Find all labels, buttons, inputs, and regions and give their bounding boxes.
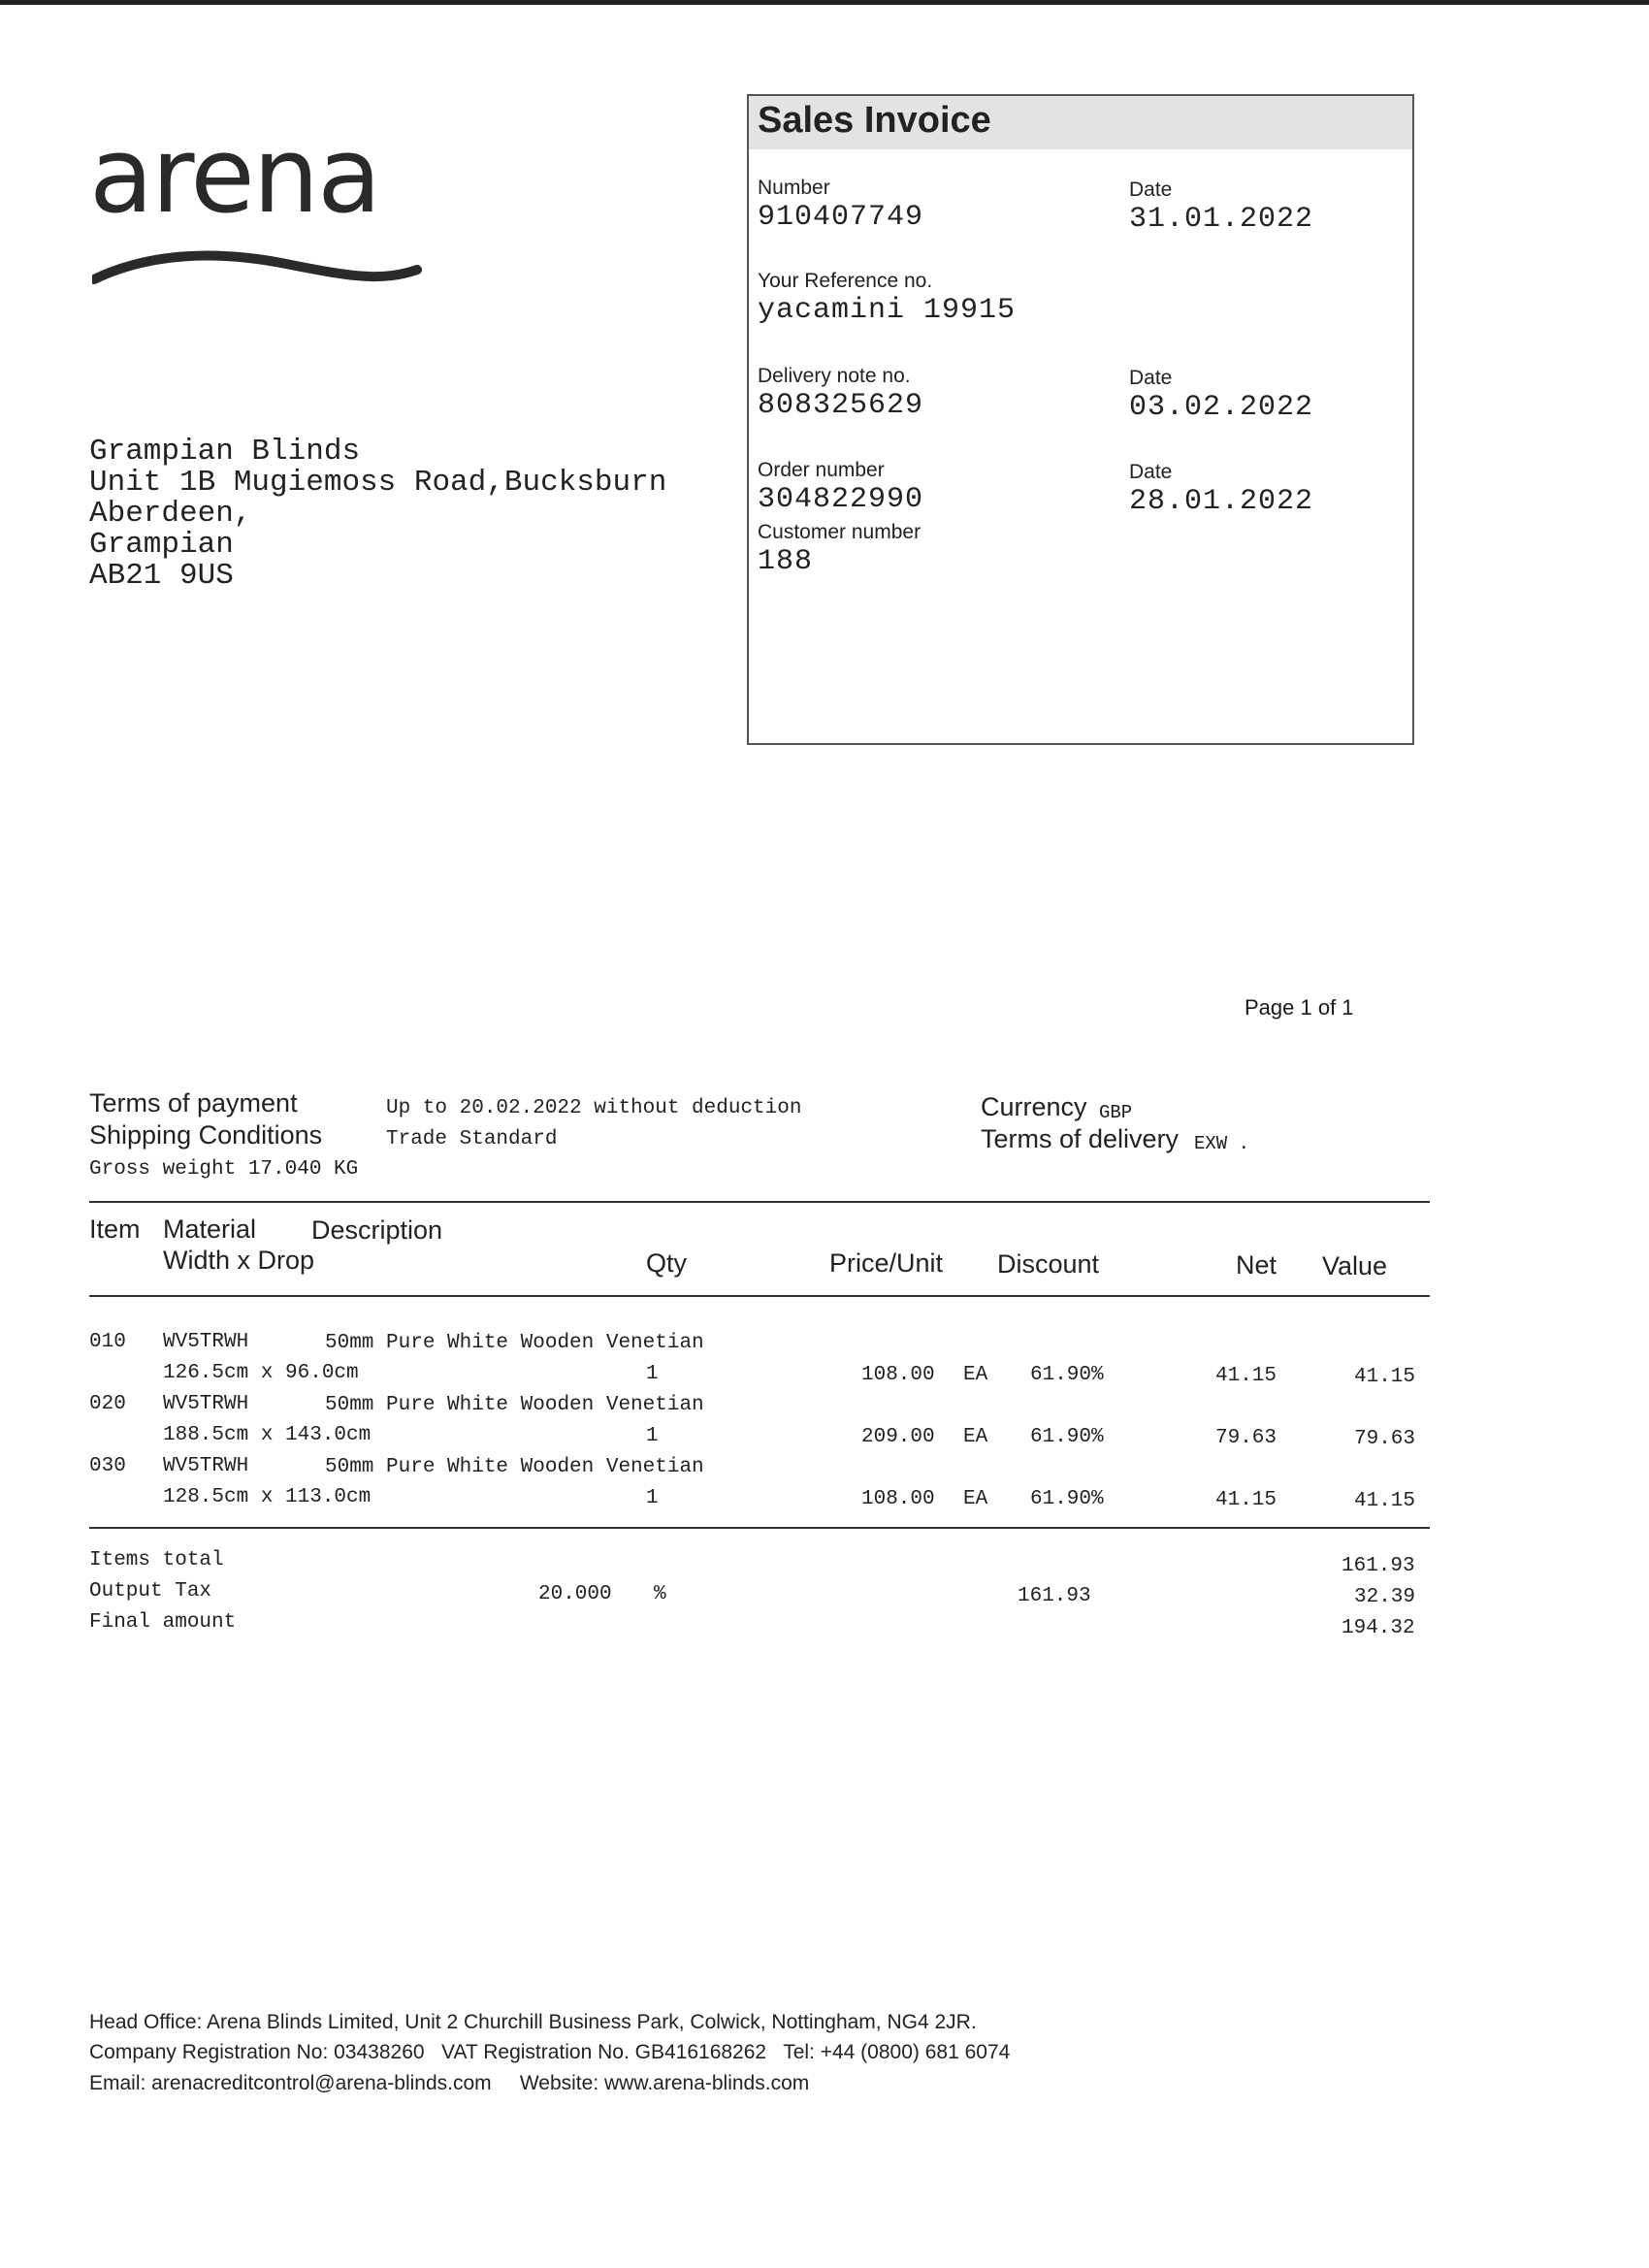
currency-label: Currency xyxy=(981,1092,1087,1121)
row-item: 030 xyxy=(89,1455,126,1477)
items-total-value: 161.93 xyxy=(1342,1555,1415,1577)
customer-number-label: Customer number xyxy=(758,521,922,543)
invoice-info-box xyxy=(747,94,1414,745)
row-discount: 61.90% xyxy=(1030,1364,1104,1386)
output-tax-label: Output Tax xyxy=(89,1580,212,1603)
gross-weight: Gross weight 17.040 KG xyxy=(89,1158,359,1181)
row-size: 126.5cm x 96.0cm xyxy=(163,1362,359,1384)
row-qty: 1 xyxy=(646,1487,659,1509)
delivery-note-number: 808325629 xyxy=(758,389,924,422)
invoice-box-header xyxy=(749,96,1412,149)
column-header-qty: Qty xyxy=(646,1248,688,1278)
order-date: 28.01.2022 xyxy=(1129,485,1314,518)
company-logo: arena xyxy=(89,115,380,237)
customer-number: 188 xyxy=(758,545,814,578)
address-line: AB21 9US xyxy=(89,559,234,593)
output-tax-rate: 20.000 xyxy=(538,1583,612,1605)
reference-value: yacamini 19915 xyxy=(758,294,1017,327)
terms-of-payment-value: Up to 20.02.2022 without deduction xyxy=(386,1097,802,1119)
address-line: Unit 1B Mugiemoss Road,Bucksburn xyxy=(89,466,667,500)
footer-head-office: Head Office: Arena Blinds Limited, Unit 2 Churchill Business Park, Colwick, Nottingham, NG4 2JR. xyxy=(89,2011,977,2033)
footer-registration: Company Registration No: 03438260 VAT Registration No. GB416168262 Tel: +44 (0800) 681 6074 xyxy=(89,2041,1011,2063)
row-description: 50mm Pure White Wooden Venetian xyxy=(325,1394,704,1416)
row-net: 79.63 xyxy=(1215,1427,1277,1449)
terms-of-payment-label: Terms of payment xyxy=(89,1088,298,1118)
address-line: Grampian Blinds xyxy=(89,435,361,469)
column-header-price-unit: Price/Unit xyxy=(829,1248,944,1278)
row-value: 41.15 xyxy=(1354,1490,1416,1512)
divider xyxy=(89,1295,1430,1297)
row-price: 209.00 xyxy=(861,1426,935,1448)
column-header-width-drop: Width x Drop xyxy=(163,1246,315,1275)
row-value: 41.15 xyxy=(1354,1366,1416,1388)
address-line: Aberdeen, xyxy=(89,497,252,531)
column-header-material: Material xyxy=(163,1215,257,1244)
row-price: 108.00 xyxy=(861,1488,935,1510)
column-header-item: Item xyxy=(89,1215,141,1244)
row-qty: 1 xyxy=(646,1363,659,1385)
page-indicator: Page 1 of 1 xyxy=(1245,995,1354,1020)
footer-contact: Email: arenacreditcontrol@arena-blinds.com Website: www.arena-blinds.com xyxy=(89,2072,810,2094)
invoice-date-label: Date xyxy=(1129,178,1173,201)
address-line: Grampian xyxy=(89,528,234,562)
column-header-value: Value xyxy=(1322,1251,1388,1280)
output-tax-percent: % xyxy=(654,1583,666,1605)
row-unit: EA xyxy=(963,1488,988,1510)
top-edge-line xyxy=(0,0,1649,5)
column-header-description: Description xyxy=(311,1215,443,1245)
row-qty: 1 xyxy=(646,1425,659,1447)
currency-value: GBP xyxy=(1099,1102,1133,1123)
output-tax-value: 32.39 xyxy=(1354,1586,1416,1608)
row-net: 41.15 xyxy=(1215,1365,1277,1387)
row-size: 128.5cm x 113.0cm xyxy=(163,1486,372,1508)
terms-of-delivery-value: EXW . xyxy=(1194,1133,1250,1154)
row-material: WV5TRWH xyxy=(163,1393,249,1415)
row-price: 108.00 xyxy=(861,1364,935,1386)
invoice-date: 31.01.2022 xyxy=(1129,203,1314,236)
row-description: 50mm Pure White Wooden Venetian xyxy=(325,1332,704,1354)
order-number-label: Order number xyxy=(758,459,885,481)
invoice-number-label: Number xyxy=(758,177,830,199)
row-material: WV5TRWH xyxy=(163,1455,249,1477)
row-discount: 61.90% xyxy=(1030,1426,1104,1448)
shipping-conditions-value: Trade Standard xyxy=(386,1128,558,1150)
divider xyxy=(89,1527,1430,1529)
terms-of-delivery-label: Terms of delivery xyxy=(981,1124,1180,1153)
row-description: 50mm Pure White Wooden Venetian xyxy=(325,1456,704,1478)
recipient-address xyxy=(89,437,666,592)
final-amount-label: Final amount xyxy=(89,1611,237,1634)
column-header-discount: Discount xyxy=(997,1249,1100,1279)
final-amount-value: 194.32 xyxy=(1342,1617,1415,1639)
delivery-date: 03.02.2022 xyxy=(1129,391,1314,424)
row-unit: EA xyxy=(963,1426,988,1448)
row-size: 188.5cm x 143.0cm xyxy=(163,1424,372,1446)
row-material: WV5TRWH xyxy=(163,1331,249,1353)
row-discount: 61.90% xyxy=(1030,1488,1104,1510)
delivery-date-label: Date xyxy=(1129,367,1173,389)
row-item: 020 xyxy=(89,1393,126,1415)
output-tax-base: 161.93 xyxy=(1018,1585,1091,1607)
row-net: 41.15 xyxy=(1215,1489,1277,1511)
invoice-number: 910407749 xyxy=(758,201,924,234)
row-value: 79.63 xyxy=(1354,1428,1416,1450)
logo-swoosh-icon xyxy=(92,243,422,291)
divider xyxy=(89,1201,1430,1203)
row-unit: EA xyxy=(963,1364,988,1386)
shipping-conditions-label: Shipping Conditions xyxy=(89,1120,323,1150)
column-header-net: Net xyxy=(1236,1250,1277,1280)
delivery-note-label: Delivery note no. xyxy=(758,365,911,387)
order-date-label: Date xyxy=(1129,461,1173,483)
row-item: 010 xyxy=(89,1331,126,1353)
reference-label: Your Reference no. xyxy=(758,270,933,292)
invoice-title: Sales Invoice xyxy=(758,100,991,141)
items-total-label: Items total xyxy=(89,1549,224,1571)
order-number: 304822990 xyxy=(758,483,924,516)
